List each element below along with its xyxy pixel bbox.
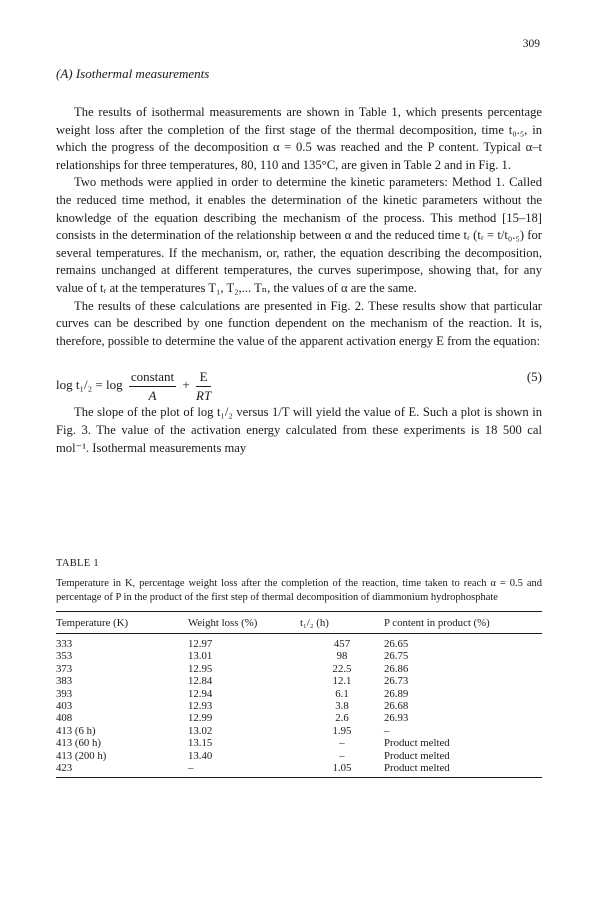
cell-p-content: 26.73 — [384, 675, 409, 688]
paragraph-3: The results of these calculations are presented in Fig. 2. These results show that particular curves can be described by one function dependent on the mechanism of the reaction. It is, therefore, possible to determine the value of the apparent activation energy E from the equation: — [56, 298, 542, 348]
cell-half-time: 12.1 — [332, 675, 352, 688]
cell-weight-loss: 12.93 — [188, 700, 213, 713]
cell-half-time: – — [339, 737, 345, 750]
table-label: TABLE 1 — [56, 558, 99, 569]
cell-half-time: 6.1 — [335, 687, 349, 700]
cell-p-content: – — [384, 724, 390, 737]
table-row — [56, 688, 542, 700]
table-header-row — [56, 612, 542, 634]
equation-lhs: log t₁/₂ = log — [56, 377, 123, 393]
cell-temperature: 393 — [56, 687, 73, 700]
cell-temperature: 408 — [56, 712, 73, 725]
equation-frac2-numerator: E — [196, 368, 211, 387]
table-row — [56, 762, 542, 778]
body-text — [56, 104, 542, 457]
cell-p-content: 26.65 — [384, 638, 409, 650]
equation-number: (5) — [526, 369, 542, 385]
equation-5 — [56, 354, 542, 403]
equation-frac1-denominator: A — [148, 387, 157, 403]
cell-p-content: 26.86 — [384, 662, 409, 675]
cell-weight-loss: 12.94 — [188, 687, 213, 700]
equation-plus: + — [182, 377, 190, 393]
cell-half-time: 98 — [336, 650, 348, 663]
cell-p-content: 26.89 — [384, 687, 409, 700]
table-row — [56, 712, 542, 724]
cell-p-content: 26.93 — [384, 712, 409, 725]
equation-fraction-1 — [129, 368, 176, 404]
cell-half-time: 457 — [333, 638, 351, 650]
table-row — [56, 700, 542, 712]
cell-weight-loss: 12.99 — [188, 712, 213, 725]
table-1-block — [56, 558, 542, 778]
cell-temperature: 333 — [56, 638, 73, 650]
table-row — [56, 650, 542, 662]
cell-p-content: 26.75 — [384, 650, 409, 663]
table-row — [56, 634, 542, 651]
cell-weight-loss: 12.97 — [188, 638, 213, 650]
cell-half-time: – — [339, 749, 345, 762]
equation-body — [56, 368, 214, 404]
cell-half-time: 3.8 — [335, 700, 349, 713]
cell-p-content: 26.68 — [384, 700, 409, 713]
equation-frac2-denominator: RT — [196, 387, 212, 403]
cell-temperature: 353 — [56, 650, 73, 663]
table-row — [56, 750, 542, 762]
header-weight-loss: Weight loss (%) — [188, 612, 300, 634]
page-number: 309 — [522, 38, 540, 50]
paragraph-2: Two methods were applied in order to determine the kinetic parameters: Method 1. Called the reduced time method, it enables the determination of the kinetic parameters without the knowledge of the equation describing the mechanism of the process. This method [15–18] consists in the determination of the relationship between α and the reduced time tᵣ (tᵣ = t/t₀.₅) for several temperatures. If the mechanism, or, rather, the equation describing the decomposition, remains unchanged at different temperatures, the curves superimpose, showing that, for any value of tᵣ at the temperatures T₁, T₂,... Tₙ, the values of α are the same. — [56, 175, 542, 295]
cell-temperature: 383 — [56, 675, 73, 688]
cell-half-time: 22.5 — [332, 662, 352, 675]
table-row — [56, 663, 542, 675]
cell-half-time: 1.05 — [300, 762, 384, 778]
cell-weight-loss: – — [188, 762, 300, 778]
table-caption: Temperature in K, percentage weight loss after the completion of the reaction, time taken to reach α = 0.5 and percentage of P in the product of the first step of thermal decomposition of diammonium hydrophosphate — [56, 578, 542, 603]
table-row — [56, 725, 542, 737]
cell-half-time: 1.95 — [332, 724, 352, 737]
header-temperature: Temperature (K) — [56, 612, 188, 634]
cell-p-content: Product melted — [384, 737, 450, 750]
header-half-time: t₁/₂ (h) — [300, 612, 384, 634]
paragraph-4: The slope of the plot of log t₁/₂ versus 1/T will yield the value of E. Such a plot is shown in Fig. 3. The value of the activation energy calculated from these experiments is 18 500 cal mol⁻¹. Isothermal measurements may — [56, 405, 542, 455]
cell-weight-loss: 12.95 — [188, 662, 213, 675]
cell-temperature: 423 — [56, 762, 188, 778]
equation-fraction-2 — [196, 368, 211, 404]
cell-half-time: 2.6 — [335, 712, 349, 725]
cell-temperature: 373 — [56, 662, 73, 675]
cell-temperature: 413 (60 h) — [56, 737, 101, 750]
section-heading: (A) Isothermal measurements — [56, 66, 210, 81]
data-table — [56, 611, 542, 778]
cell-weight-loss: 13.15 — [188, 737, 213, 750]
table-row — [56, 737, 542, 749]
cell-weight-loss: 13.01 — [188, 650, 213, 663]
equation-frac1-numerator: constant — [129, 368, 176, 387]
paragraph-1: The results of isothermal measurements are shown in Table 1, which presents percentage weight loss after the completion of the first stage of the thermal decomposition, time t₀.₅, in which the progress of the decomposition α = 0.5 was reached and the P content. Typical α–t relationships for three temperatures, 80, 110 and 135°C, are given in Table 2 and in Fig. 1. — [56, 105, 542, 172]
cell-weight-loss: 12.84 — [188, 675, 213, 688]
cell-temperature: 413 (6 h) — [56, 724, 96, 737]
table-row — [56, 675, 542, 687]
cell-temperature: 413 (200 h) — [56, 749, 107, 762]
cell-weight-loss: 13.02 — [188, 724, 213, 737]
header-p-content: P content in product (%) — [384, 612, 542, 634]
cell-temperature: 403 — [56, 700, 73, 713]
cell-weight-loss: 13.40 — [188, 749, 213, 762]
cell-p-content: Product melted — [384, 749, 450, 762]
cell-p-content: Product melted — [384, 762, 542, 778]
